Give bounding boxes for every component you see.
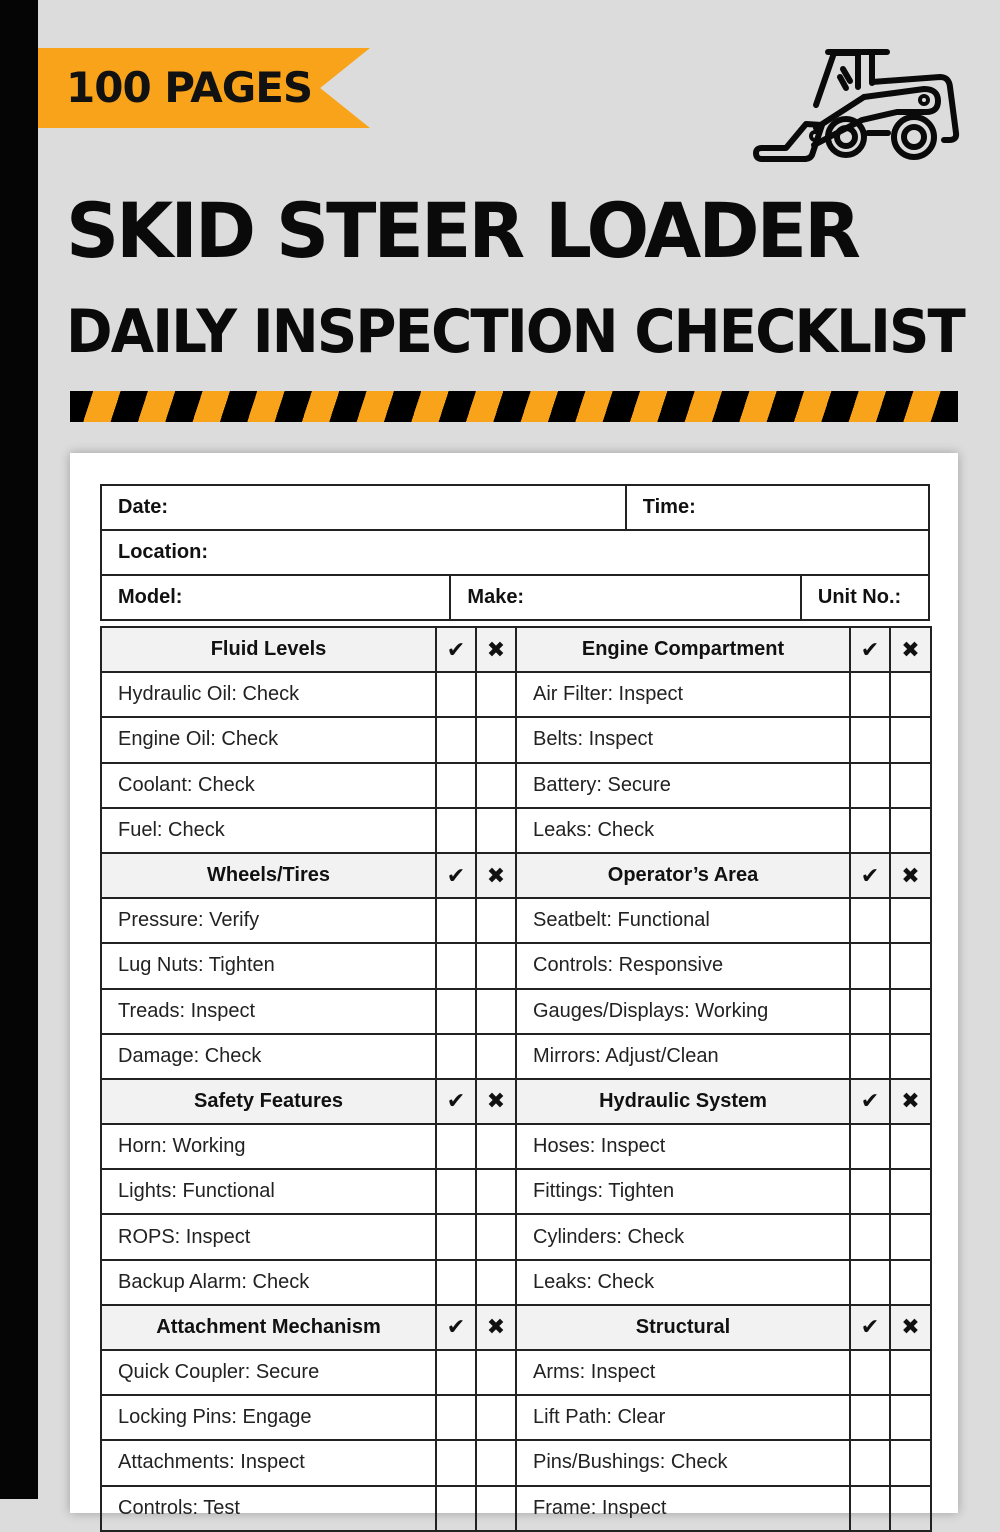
- checklist-item-label: Belts: Inspect: [516, 717, 850, 762]
- fail-checkbox-cell[interactable]: [476, 808, 516, 853]
- model-field[interactable]: Model:: [101, 575, 450, 620]
- pass-checkbox-cell[interactable]: [850, 1440, 890, 1485]
- checklist-row: [101, 898, 931, 943]
- time-field[interactable]: Time:: [626, 485, 929, 530]
- fail-checkbox-cell[interactable]: [476, 898, 516, 943]
- cross-icon: ✖: [476, 627, 516, 672]
- section-title: Structural: [516, 1305, 850, 1350]
- fail-checkbox-cell[interactable]: [890, 1486, 931, 1531]
- checklist-item-label: Air Filter: Inspect: [516, 672, 850, 717]
- checklist-item-label: Coolant: Check: [101, 763, 436, 808]
- inspection-info-table: [100, 484, 930, 621]
- section-title: Safety Features: [101, 1079, 436, 1124]
- pass-checkbox-cell[interactable]: [436, 763, 476, 808]
- cross-icon: ✖: [890, 1079, 931, 1124]
- fail-checkbox-cell[interactable]: [476, 717, 516, 762]
- checklist-row: [101, 1486, 931, 1531]
- checkmark-icon: ✔: [436, 853, 476, 898]
- checkmark-icon: ✔: [436, 1305, 476, 1350]
- fail-checkbox-cell[interactable]: [476, 989, 516, 1034]
- pass-checkbox-cell[interactable]: [850, 1124, 890, 1169]
- checklist-item-label: Leaks: Check: [516, 1260, 850, 1305]
- pass-checkbox-cell[interactable]: [850, 717, 890, 762]
- location-field[interactable]: Location:: [101, 530, 929, 575]
- fail-checkbox-cell[interactable]: [890, 943, 931, 988]
- pass-checkbox-cell[interactable]: [436, 1350, 476, 1395]
- cover-subtitle: DAILY INSPECTION CHECKLIST: [66, 297, 964, 367]
- fail-checkbox-cell[interactable]: [890, 763, 931, 808]
- checklist-item-label: Controls: Responsive: [516, 943, 850, 988]
- checklist-row: [101, 1124, 931, 1169]
- checklist-item-label: Damage: Check: [101, 1034, 436, 1079]
- checklist-item-label: Horn: Working: [101, 1124, 436, 1169]
- fail-checkbox-cell[interactable]: [476, 1440, 516, 1485]
- fail-checkbox-cell[interactable]: [890, 672, 931, 717]
- pass-checkbox-cell[interactable]: [436, 717, 476, 762]
- checklist-row: [101, 1350, 931, 1395]
- checklist-item-label: Lift Path: Clear: [516, 1395, 850, 1440]
- section-title: Operator’s Area: [516, 853, 850, 898]
- cross-icon: ✖: [890, 853, 931, 898]
- date-field[interactable]: Date:: [101, 485, 626, 530]
- pass-checkbox-cell[interactable]: [850, 898, 890, 943]
- section-title: Fluid Levels: [101, 627, 436, 672]
- checklist-row: [101, 672, 931, 717]
- unit-number-field[interactable]: Unit No.:: [801, 575, 929, 620]
- pass-checkbox-cell[interactable]: [436, 1395, 476, 1440]
- checklist-item-label: Attachments: Inspect: [101, 1440, 436, 1485]
- fail-checkbox-cell[interactable]: [476, 672, 516, 717]
- checklist-row: [101, 943, 931, 988]
- checklist-item-label: Engine Oil: Check: [101, 717, 436, 762]
- fail-checkbox-cell[interactable]: [476, 1124, 516, 1169]
- checkmark-icon: ✔: [436, 1079, 476, 1124]
- pass-checkbox-cell[interactable]: [436, 1124, 476, 1169]
- pass-checkbox-cell[interactable]: [850, 808, 890, 853]
- checklist-item-label: Gauges/Displays: Working: [516, 989, 850, 1034]
- checklist-item-label: Backup Alarm: Check: [101, 1260, 436, 1305]
- checklist-row: [101, 808, 931, 853]
- checklist-item-label: Lug Nuts: Tighten: [101, 943, 436, 988]
- fail-checkbox-cell[interactable]: [890, 1260, 931, 1305]
- checklist-item-label: Battery: Secure: [516, 763, 850, 808]
- checklist-item-label: Lights: Functional: [101, 1169, 436, 1214]
- fail-checkbox-cell[interactable]: [890, 989, 931, 1034]
- cross-icon: ✖: [476, 1305, 516, 1350]
- pass-checkbox-cell[interactable]: [436, 808, 476, 853]
- checklist-item-label: Fuel: Check: [101, 808, 436, 853]
- pass-checkbox-cell[interactable]: [850, 1260, 890, 1305]
- cross-icon: ✖: [476, 853, 516, 898]
- fail-checkbox-cell[interactable]: [890, 1034, 931, 1079]
- section-header-row: [101, 1079, 931, 1124]
- cross-icon: ✖: [890, 627, 931, 672]
- skid-steer-loader-icon: [752, 45, 960, 160]
- fail-checkbox-cell[interactable]: [476, 1169, 516, 1214]
- checklist-row: [101, 1034, 931, 1079]
- section-title: Attachment Mechanism: [101, 1305, 436, 1350]
- pass-checkbox-cell[interactable]: [850, 989, 890, 1034]
- checklist-row: [101, 717, 931, 762]
- checklist-row: [101, 763, 931, 808]
- pass-checkbox-cell[interactable]: [436, 1169, 476, 1214]
- checklist-item-label: Pins/Bushings: Check: [516, 1440, 850, 1485]
- fail-checkbox-cell[interactable]: [890, 1350, 931, 1395]
- section-header-row: [101, 853, 931, 898]
- checkmark-icon: ✔: [436, 627, 476, 672]
- checklist-row: [101, 1260, 931, 1305]
- checklist-item-label: Seatbelt: Functional: [516, 898, 850, 943]
- pass-checkbox-cell[interactable]: [436, 1214, 476, 1259]
- pass-checkbox-cell[interactable]: [436, 898, 476, 943]
- pass-checkbox-cell[interactable]: [436, 672, 476, 717]
- checklist-item-label: Frame: Inspect: [516, 1486, 850, 1531]
- pass-checkbox-cell[interactable]: [850, 763, 890, 808]
- cross-icon: ✖: [890, 1305, 931, 1350]
- checkmark-icon: ✔: [850, 853, 890, 898]
- hazard-stripe-divider: [70, 391, 958, 422]
- checkmark-icon: ✔: [850, 1079, 890, 1124]
- checklist-item-label: ROPS: Inspect: [101, 1214, 436, 1259]
- pass-checkbox-cell[interactable]: [850, 1350, 890, 1395]
- fail-checkbox-cell[interactable]: [890, 1214, 931, 1259]
- pass-checkbox-cell[interactable]: [436, 1034, 476, 1079]
- checklist-item-label: Treads: Inspect: [101, 989, 436, 1034]
- fail-checkbox-cell[interactable]: [476, 1260, 516, 1305]
- fail-checkbox-cell[interactable]: [890, 1124, 931, 1169]
- checklist-item-label: Pressure: Verify: [101, 898, 436, 943]
- fail-checkbox-cell[interactable]: [890, 1395, 931, 1440]
- pass-checkbox-cell[interactable]: [850, 1486, 890, 1531]
- checklist-row: [101, 989, 931, 1034]
- pass-checkbox-cell[interactable]: [436, 989, 476, 1034]
- fail-checkbox-cell[interactable]: [476, 763, 516, 808]
- checklist-item-label: Fittings: Tighten: [516, 1169, 850, 1214]
- checklist-item-label: Hydraulic Oil: Check: [101, 672, 436, 717]
- pass-checkbox-cell[interactable]: [850, 943, 890, 988]
- page-count-badge: 100 PAGES: [66, 63, 313, 112]
- pass-checkbox-cell[interactable]: [436, 943, 476, 988]
- pass-checkbox-cell[interactable]: [436, 1260, 476, 1305]
- book-spine: [0, 0, 38, 1499]
- checklist-item-label: Controls: Test: [101, 1486, 436, 1531]
- pass-checkbox-cell[interactable]: [850, 1034, 890, 1079]
- fail-checkbox-cell[interactable]: [890, 717, 931, 762]
- fail-checkbox-cell[interactable]: [890, 898, 931, 943]
- checklist-row: [101, 1214, 931, 1259]
- fail-checkbox-cell[interactable]: [476, 943, 516, 988]
- pass-checkbox-cell[interactable]: [850, 1395, 890, 1440]
- cross-icon: ✖: [476, 1079, 516, 1124]
- checklist-item-label: Hoses: Inspect: [516, 1124, 850, 1169]
- fail-checkbox-cell[interactable]: [476, 1350, 516, 1395]
- section-title: Wheels/Tires: [101, 853, 436, 898]
- checklist-row: [101, 1395, 931, 1440]
- checkmark-icon: ✔: [850, 627, 890, 672]
- pass-checkbox-cell[interactable]: [436, 1440, 476, 1485]
- fail-checkbox-cell[interactable]: [476, 1395, 516, 1440]
- checklist-item-label: Cylinders: Check: [516, 1214, 850, 1259]
- fail-checkbox-cell[interactable]: [890, 1440, 931, 1485]
- section-header-row: [101, 1305, 931, 1350]
- fail-checkbox-cell[interactable]: [476, 1486, 516, 1531]
- pass-checkbox-cell[interactable]: [850, 1214, 890, 1259]
- pass-checkbox-cell[interactable]: [850, 672, 890, 717]
- checklist-item-label: Arms: Inspect: [516, 1350, 850, 1395]
- section-title: Hydraulic System: [516, 1079, 850, 1124]
- fail-checkbox-cell[interactable]: [890, 1169, 931, 1214]
- pass-checkbox-cell[interactable]: [436, 1486, 476, 1531]
- checklist-row: [101, 1440, 931, 1485]
- checklist-row: [101, 1169, 931, 1214]
- checklist-item-label: Mirrors: Adjust/Clean: [516, 1034, 850, 1079]
- cover-title: SKID STEER LOADER: [66, 186, 858, 275]
- checklist-item-label: Leaks: Check: [516, 808, 850, 853]
- fail-checkbox-cell[interactable]: [476, 1034, 516, 1079]
- pass-checkbox-cell[interactable]: [850, 1169, 890, 1214]
- section-header-row: [101, 627, 931, 672]
- inspection-checklist-table: [100, 626, 932, 1532]
- make-field[interactable]: Make:: [450, 575, 800, 620]
- checkmark-icon: ✔: [850, 1305, 890, 1350]
- fail-checkbox-cell[interactable]: [476, 1214, 516, 1259]
- fail-checkbox-cell[interactable]: [890, 808, 931, 853]
- section-title: Engine Compartment: [516, 627, 850, 672]
- checklist-item-label: Quick Coupler: Secure: [101, 1350, 436, 1395]
- checklist-item-label: Locking Pins: Engage: [101, 1395, 436, 1440]
